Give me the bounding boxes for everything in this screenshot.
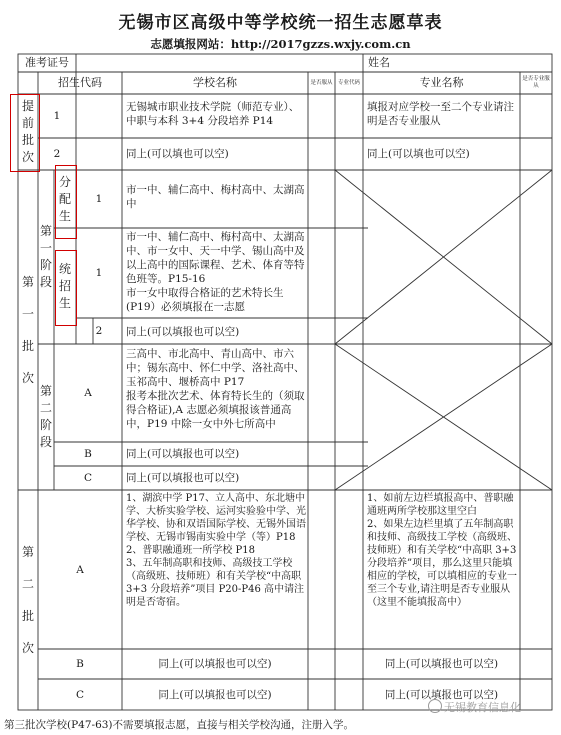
col-code: 招生代码: [58, 76, 102, 89]
stage2-code-c: C: [83, 472, 93, 484]
col-obey-major: 是否专业服从: [522, 76, 550, 89]
allot-student-label: 分配生: [58, 174, 71, 223]
unified-student-label: 统招生: [58, 261, 71, 310]
second-school-b: 同上(可以填报也可以空): [158, 658, 272, 670]
early-major-1: 填报对应学校一至二个专业请注明是否专业服从: [367, 101, 514, 127]
col-major: 专业名称: [419, 76, 464, 89]
early-code-2: 2: [53, 148, 61, 160]
stage1-code-2: 2: [95, 325, 103, 337]
unified-school: 市一中、辅仁高中、梅村高中、太湖高中、市一女中、天一中学、锡山高中及以上高中的国际课程、艺术、体育等特色班等。P15-16 市一女中取得合格证的艺术特长生(P19）必须填报在一志愿: [126, 231, 305, 313]
unified-code: 1: [95, 267, 103, 279]
col-obey-school: 是否服从: [310, 79, 333, 86]
second-school-a: 1、湖滨中学 P17、立人高中、东北塘中学、大桥实验学校、运河实验验中学、光华学校、协和双语国际学校、无锡外国语学校、无锡市锡南实验中学（等）P18 2、普职融通班一所学校 P18 3、五年制高职和技师、高级技工学校（高级班、技师班）和有关学校“中高职 3+3 分段培养”项目 P20-P46 高中请注明是否寄宿。: [126, 493, 306, 608]
highlight-early-batch: [10, 94, 40, 172]
second-code-a: A: [76, 563, 84, 576]
early-batch-label: 提前批次: [21, 99, 34, 164]
allot-school: 市一中、辅仁高中、梅村高中、太湖高中: [126, 184, 305, 210]
second-major-c: 同上(可以填报也可以空): [384, 688, 499, 701]
col-school: 学校名称: [193, 76, 237, 89]
highlight-unified-student: [55, 250, 77, 326]
col-major-code: 专业代码: [337, 79, 360, 86]
watermark: 无锡教育信息化: [428, 699, 521, 715]
second-code-b: B: [76, 658, 84, 670]
stage2-school-b: 同上(可以填报也可以空): [126, 448, 240, 460]
early-school-1: 无锡城市职业技术学院（师范专业）、中职与本科 3+4 分段培养 P14: [126, 101, 300, 127]
second-batch-label: 第二批次: [21, 545, 34, 655]
allot-code: 1: [95, 193, 103, 205]
stage2-code-b: B: [84, 448, 92, 460]
name-label: 姓名: [368, 56, 390, 69]
second-school-c: 同上(可以填报也可以空): [158, 688, 272, 701]
first-stage2-label: 第二阶段: [39, 384, 52, 449]
footnote: 第三批次学校(P47-63)不需要填报志愿，直接与相关学校沟通，注册入学。: [4, 719, 355, 731]
wechat-icon: [428, 699, 442, 713]
website-line: 志愿填报网站：http://2017gzzs.wxjy.com.cn: [150, 37, 411, 51]
highlight-allot-student: [55, 165, 77, 239]
early-school-2: 同上(可以填也可以空): [126, 148, 229, 160]
page-title: 无锡市区高级中等学校统一招生志愿草表: [118, 13, 443, 33]
stage2-code-a: A: [84, 387, 92, 399]
second-major-a: 1、如前左边栏填报高中、普职融通班两所学校那这里空白 2、如果左边栏里填了五年制高职和技师、高级技工学校（高级班、技师班）和有关学校“中高职 3+3 分段培养”项目，那么这里只能填相应的学校，可以填相应的专业一至三个专业,请注明是否专业服从 （这里不能填报高中）: [367, 493, 517, 608]
stage1-school-2: 同上(可以填报也可以空): [126, 326, 240, 338]
exam-no-label: 准考证号: [25, 56, 69, 69]
first-stage1-label: 第一阶段: [39, 224, 52, 289]
early-major-2: 同上(可以填也可以空): [367, 148, 470, 160]
second-code-c: C: [75, 688, 85, 701]
second-major-b: 同上(可以填报也可以空): [384, 658, 499, 670]
stage2-school-c: 同上(可以填报也可以空): [126, 472, 240, 484]
early-code-1: 1: [53, 110, 61, 122]
stage2-school-a: 三高中、市北高中、青山高中、市六中；锡东高中、怀仁中学、洛社高中、玉祁高中、堰桥高中 P17 报考本批次艺术、体育特长生的（须取得合格证),A 志愿必须填报该普通高中，P19 中除一女中外七所高中: [126, 348, 305, 430]
first-batch-label: 第一批次: [21, 275, 34, 385]
